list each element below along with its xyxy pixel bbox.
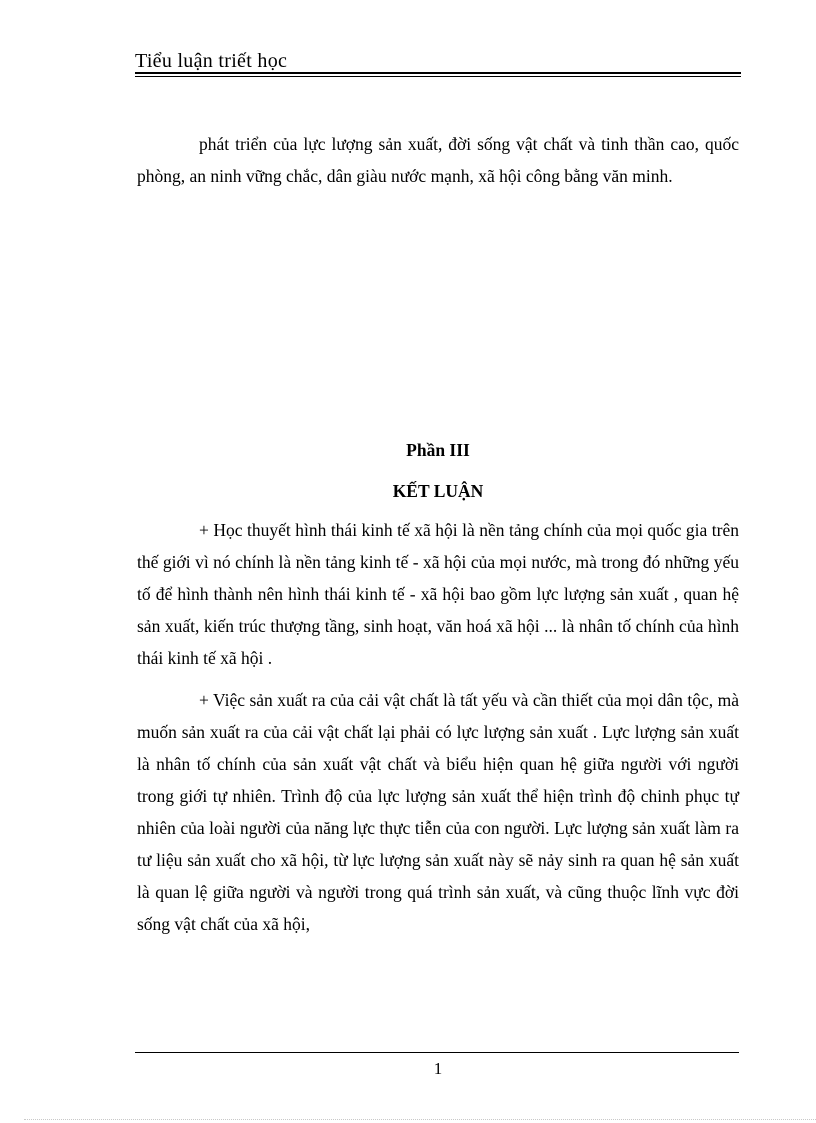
header-rule-thick (135, 72, 741, 74)
page-number: 1 (433, 1059, 443, 1078)
footer-rule (135, 1052, 739, 1053)
header-title: Tiểu luận triết học (135, 50, 288, 72)
page-edge-dotted-line (24, 1119, 816, 1120)
section-heading: KẾT LUẬN (392, 481, 484, 501)
paragraph-2: + Việc sản xuất ra của cải vật chất là tất yếu và cần thiết của mọi dân tộc, mà muốn sản xuất ra của cải vật chất lại phải có lực lượng sản xuất . Lực lượng sản xuất là nhân tố chính của sản xuất vật chất và biểu hiện quan hệ giữa người với người trong giới tự nhiên. Trình độ của lực lượng sản xuất thể hiện trình độ chinh phục tự nhiên của loài người của năng lực thực tiễn của con người. Lực lượng sản xuất làm ra tư liệu sản xuất cho xã hội, từ lực lượng sản xuất này sẽ nảy sinh ra quan hệ sản xuất là quan lệ giữa người và người trong quá trình sản xuất, và cũng thuộc lĩnh vực đời sống vật chất của xã hội, (137, 690, 739, 934)
part-heading: Phần III (406, 440, 470, 460)
intro-paragraph: phát triển của lực lượng sản xuất, đời sống vật chất và tinh thần cao, quốc phòng, an ninh vững chắc, dân giàu nước mạnh, xã hội công bằng văn minh. (137, 134, 739, 186)
paragraph-1: + Học thuyết hình thái kinh tế xã hội là nền tảng chính của mọi quốc gia trên thế giới vì nó chính là nền tảng kinh tế - xã hội của mọi nước, mà trong đó những yếu tố để hình thành nên hình thái kinh tế - xã hội bao gồm lực lượng sản xuất , quan hệ sản xuất, kiến trúc thượng tầng, sinh hoạt, văn hoá xã hội ... là nhân tố chính của hình thái kinh tế xã hội . (137, 520, 739, 668)
header-rule-thin (135, 76, 741, 77)
